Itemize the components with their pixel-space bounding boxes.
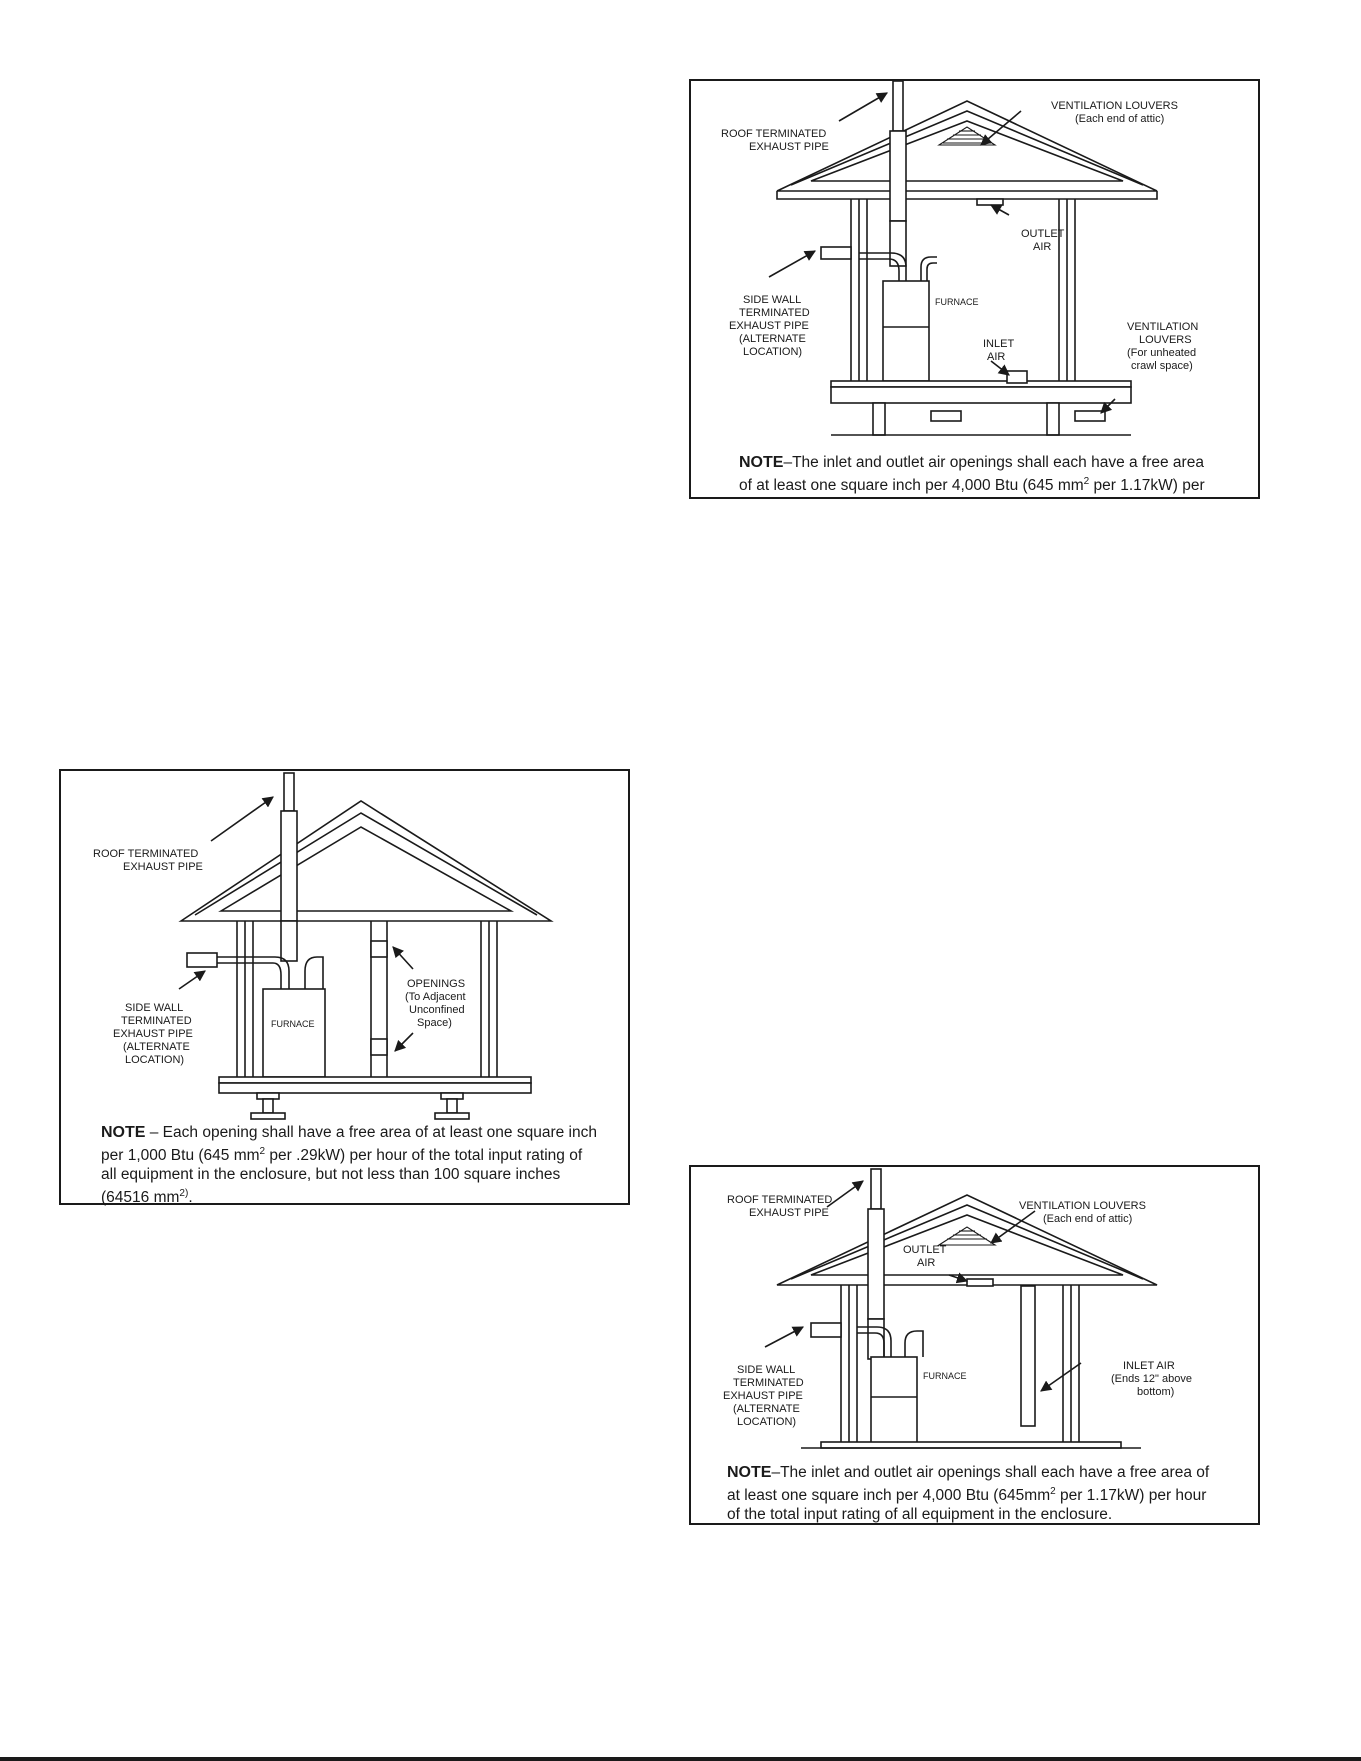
- label-side-5: LOCATION): [125, 1054, 185, 1066]
- attic-louvers: [939, 127, 995, 145]
- arrow-lower-opening: [395, 1033, 413, 1051]
- floor: [219, 1077, 531, 1119]
- note-left: NOTE – Each opening shall have a free area of at least one square inch per 1,000 Btu (645 $mm^2$ per .29kW) per hour of the total input rating of all equipment in the enclosure, but not less than 100 square inches (64516 $mm^{2)}$.: [101, 1124, 597, 1207]
- label-louvers-1: VENTILATION LOUVERS: [1051, 100, 1178, 112]
- arrow-side-exhaust: [765, 1327, 803, 1347]
- label-roof-exhaust-2: EXHAUST PIPE: [123, 861, 203, 873]
- floor: [831, 381, 1131, 435]
- label-openings-3: Unconfined: [409, 1004, 465, 1016]
- label-side-3: EXHAUST PIPE: [723, 1390, 803, 1402]
- label-side-1: SIDE WALL: [743, 294, 802, 306]
- arrow-outlet: [991, 205, 1009, 215]
- label-side-2: TERMINATED: [733, 1377, 804, 1389]
- label-crawl-4: crawl space): [1131, 360, 1193, 372]
- label-side-2: TERMINATED: [739, 307, 810, 319]
- arrow-upper-opening: [393, 947, 413, 969]
- label-furnace: FURNACE: [935, 297, 979, 307]
- label-inlet-2: (Ends 12" above: [1111, 1373, 1192, 1385]
- label-outlet-1: OUTLET: [903, 1244, 947, 1256]
- arrow-roof-exhaust: [827, 1181, 863, 1207]
- roof: [181, 801, 551, 921]
- side-wall-exhaust-pipe: [187, 953, 323, 989]
- furnace: [883, 281, 929, 381]
- label-side-1: SIDE WALL: [737, 1364, 796, 1376]
- label-louvers-2: (Each end of attic): [1075, 113, 1165, 125]
- figure-adjacent-unconfined-space: [59, 769, 630, 1205]
- crawl-louver-left: [931, 411, 961, 421]
- label-louvers-2: (Each end of attic): [1043, 1213, 1133, 1225]
- label-roof-exhaust-2: EXHAUST PIPE: [749, 1207, 829, 1219]
- openings: [371, 941, 387, 1055]
- arrow-inlet: [991, 361, 1009, 375]
- label-openings-2: (To Adjacent: [405, 991, 466, 1003]
- label-side-1: SIDE WALL: [125, 1002, 184, 1014]
- label-openings-1: OPENINGS: [407, 978, 466, 990]
- inlet-air-duct: [1021, 1286, 1035, 1426]
- label-crawl-1: VENTILATION: [1127, 321, 1199, 333]
- label-furnace: FURNACE: [271, 1019, 315, 1029]
- side-wall-exhaust-pipe: [811, 1323, 923, 1357]
- attic-louvers: [939, 1227, 995, 1245]
- label-side-4: (ALTERNATE: [123, 1041, 190, 1053]
- outlet-air-grille: [967, 1279, 993, 1286]
- label-side-4: (ALTERNATE: [733, 1403, 800, 1415]
- label-outlet-2: AIR: [917, 1257, 936, 1269]
- label-inlet-3: bottom): [1137, 1386, 1175, 1398]
- arrow-side-exhaust: [769, 251, 815, 277]
- label-side-3: EXHAUST PIPE: [729, 320, 809, 332]
- roof-exhaust-pipe: [890, 81, 906, 266]
- label-louvers-1: VENTILATION LOUVERS: [1019, 1200, 1146, 1212]
- label-roof-exhaust-1: ROOF TERMINATED: [93, 848, 199, 860]
- label-outlet-1: OUTLET: [1021, 228, 1065, 240]
- label-roof-exhaust-1: ROOF TERMINATED: [721, 128, 827, 140]
- label-crawl-2: LOUVERS: [1139, 334, 1192, 346]
- label-roof-exhaust-2: EXHAUST PIPE: [749, 141, 829, 153]
- page-bottom-rule: [0, 1757, 1361, 1761]
- label-inlet-1: INLET: [983, 338, 1015, 350]
- arrow-outlet: [949, 1275, 967, 1281]
- label-side-4: (ALTERNATE: [739, 333, 806, 345]
- roof-exhaust-pipe: [281, 773, 297, 961]
- side-wall-exhaust-pipe: [821, 247, 937, 281]
- label-side-5: LOCATION): [737, 1416, 797, 1428]
- arrow-roof-exhaust: [211, 797, 273, 841]
- note-bottom-right: NOTE–The inlet and outlet air openings shall each have a free area of at least one square inch per 4,000 Btu ($645mm^2$ per 1.17kW) per hour of the total input rating of all equipment in the enclosure.: [727, 1464, 1210, 1524]
- label-side-2: TERMINATED: [121, 1015, 192, 1027]
- floor: [801, 1442, 1141, 1448]
- label-crawl-3: (For unheated: [1127, 347, 1197, 359]
- furnace: [871, 1357, 917, 1445]
- note-top-right: NOTE–The inlet and outlet air openings shall each have a free area of at least one square inch per 4,000 Btu (645 $mm^2$ per 1.17kW) per: [739, 454, 1205, 495]
- outlet-air-grille: [977, 199, 1003, 205]
- arrow-roof-exhaust: [839, 93, 887, 121]
- figure-attic-ventilation-inlet-duct: [689, 1165, 1260, 1525]
- label-roof-exhaust-1: ROOF TERMINATED: [727, 1194, 833, 1206]
- label-inlet-2: AIR: [987, 351, 1006, 363]
- label-side-5: LOCATION): [743, 346, 803, 358]
- label-furnace: FURNACE: [923, 1371, 967, 1381]
- arrow-side-exhaust: [179, 971, 205, 989]
- label-outlet-2: AIR: [1033, 241, 1052, 253]
- figure-attic-ventilation-crawl-space: [689, 79, 1260, 499]
- label-side-3: EXHAUST PIPE: [113, 1028, 193, 1040]
- inlet-air-grille: [1007, 371, 1027, 383]
- label-openings-4: Space): [417, 1017, 452, 1029]
- roof-exhaust-pipe: [868, 1169, 884, 1359]
- diagram-house-crawl-space: [691, 81, 1258, 497]
- arrow-inlet: [1041, 1363, 1081, 1391]
- furnace: [263, 989, 325, 1077]
- label-inlet-1: INLET AIR: [1123, 1360, 1175, 1372]
